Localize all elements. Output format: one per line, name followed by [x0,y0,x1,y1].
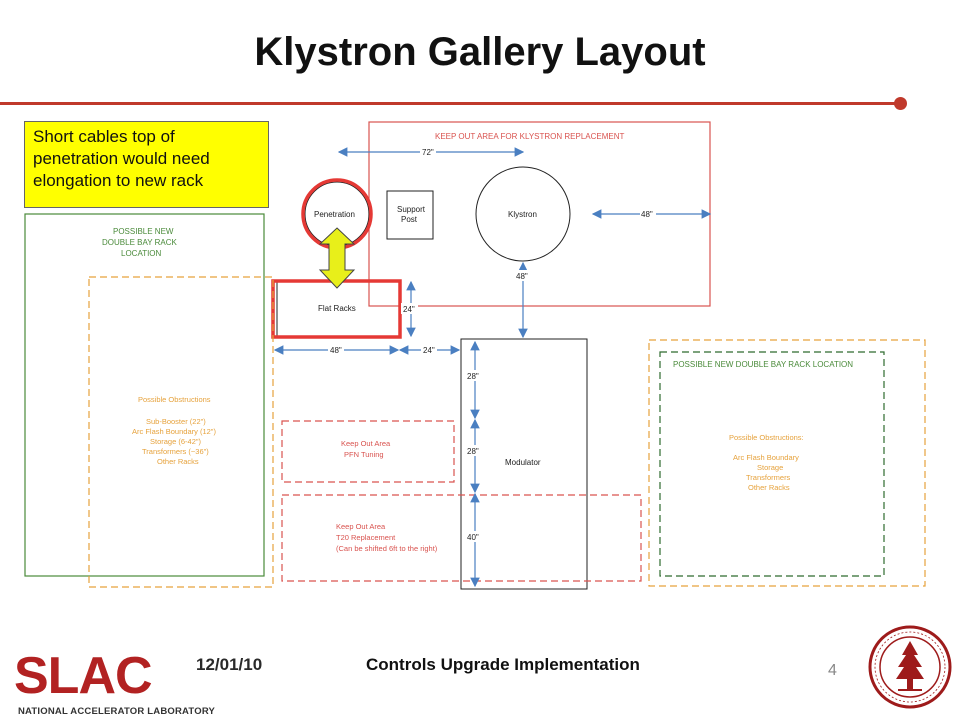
penetration-label: Penetration [314,210,355,219]
cable-note-callout: Short cables top of penetration would need elongation to new rack [24,121,269,208]
dim-72-label: 72" [422,148,434,157]
keep-out-pfn-label-2: PFN Tuning [344,450,384,459]
left-obstructions-line-6: Transformers (~36") [142,447,209,456]
keep-out-pfn-label-1: Keep Out Area [341,439,391,448]
right-obstructions-line-6: Other Racks [748,483,790,492]
support-post-label-1: Support [397,205,426,214]
right-obstructions-line-4: Storage [757,463,784,472]
footer-date: 12/01/10 [196,655,263,674]
left-obstructions-line-3: Sub-Booster (22") [146,417,206,426]
slac-logo [14,646,216,717]
right-obstructions-line-1: Possible Obstructions: [729,433,804,442]
cable-extension-arrow [320,228,354,288]
dim-24-v-label: 24" [403,305,415,314]
keep-out-t20-label-2: T20 Replacement [336,533,396,542]
dim-48-km-label: 48" [516,272,528,281]
dim-48-right-label: 48" [641,210,653,219]
right-obstructions-line-5: Transformers [746,473,791,482]
left-obstructions-line-1: Possible Obstructions [138,395,211,404]
left-rack-label-2: DOUBLE BAY RACK [102,238,177,247]
slide-title: Klystron Gallery Layout [254,30,706,74]
left-obstructions-line-7: Other Racks [157,457,199,466]
flat-racks-label: Flat Racks [318,304,356,313]
dim-28b-label: 28" [467,447,479,456]
dim-48-bottom-label: 48" [330,346,342,355]
footer-presentation-title: Controls Upgrade Implementation [366,655,640,674]
keep-out-t20-label-1: Keep Out Area [336,522,386,531]
dim-24-bottom-label: 24" [423,346,435,355]
support-post-label-2: Post [401,215,418,224]
modulator-label: Modulator [505,458,541,467]
left-obstructions-line-4: Arc Flash Boundary (12") [132,427,216,436]
stanford-seal-icon [868,625,952,709]
dim-40-label: 40" [467,533,479,542]
klystron-label: Klystron [508,210,537,219]
dim-28a-label: 28" [467,372,479,381]
left-obstructions-line-5: Storage (6-42") [150,437,202,446]
left-rack-label-3: LOCATION [121,249,162,258]
slac-logo-subtitle: NATIONAL ACCELERATOR LABORATORY [18,706,216,717]
page-number: 4 [828,662,837,679]
right-rack-label: POSSIBLE NEW DOUBLE BAY RACK LOCATION [673,360,854,369]
right-obstructions-line-3: Arc Flash Boundary [733,453,799,462]
keep-out-t20-label-3: (Can be shifted 6ft to the right) [336,544,438,553]
slac-logo-text: SLAC [14,647,152,705]
keep-out-klystron-label: KEEP OUT AREA FOR KLYSTRON REPLACEMENT [435,132,625,141]
left-rack-label-1: POSSIBLE NEW [113,227,174,236]
